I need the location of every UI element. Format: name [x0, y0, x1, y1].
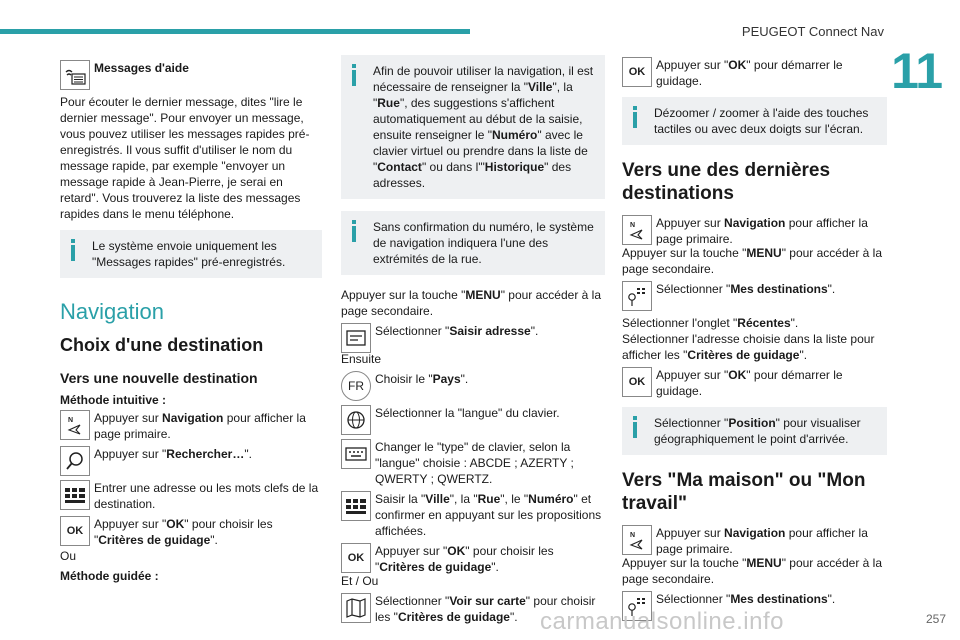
step-ok-start: [622, 57, 887, 89]
recentes-instruction: [622, 315, 887, 331]
info-text: Sans confirmation du numéro, le système de navigation indiquera l'une des extrémités de la rue.: [373, 220, 594, 266]
svg-text:N: N: [68, 417, 74, 424]
text: Appuyer sur ": [375, 544, 448, 558]
info-icon: [71, 239, 75, 259]
text-bold: Historique: [484, 160, 545, 174]
heading-dernieres-destinations: Vers une des dernières destinations: [622, 160, 831, 204]
navigation-icon: [622, 525, 652, 555]
menu-instruction: [341, 287, 605, 319]
text: pour afficher la page primaire.: [656, 216, 868, 246]
info-icon: [633, 416, 637, 436]
section-title-navigation: Navigation: [60, 299, 164, 324]
text-bold: Mes destinations: [730, 282, 828, 296]
text: " pour accéder à la page secondaire.: [622, 556, 883, 586]
search-icon: [60, 446, 90, 476]
step-langue-text: Sélectionner la "langue" du clavier.: [375, 406, 560, 420]
text-bold: MENU: [465, 288, 501, 302]
text: Appuyer sur: [656, 526, 725, 540]
svg-text:N: N: [630, 222, 636, 229]
text: Appuyer sur: [94, 411, 163, 425]
step-langue: [341, 405, 605, 435]
page-number: 257: [925, 612, 946, 626]
text-ou: Ou: [60, 549, 77, 563]
text: " pour visualiser géographiquement le point d'arrivée.: [654, 416, 861, 446]
label-methode-intuitive: Méthode intuitive :: [60, 393, 166, 407]
text-bold: OK: [447, 544, 466, 558]
step-ok-criteria: [341, 543, 605, 575]
text: Sélectionner ": [656, 282, 731, 296]
text-bold: Voir sur carte: [449, 594, 526, 608]
header-title: PEUGEOT Connect Nav: [741, 24, 884, 39]
info-text: Le système envoie uniquement les "Messages rapides" pré-enregistrés.: [92, 239, 286, 269]
text: ".: [509, 610, 518, 624]
text-bold: Position: [728, 416, 776, 430]
text: " pour choisir les ": [94, 517, 273, 547]
step-pays: [341, 371, 605, 401]
text: ".: [530, 324, 539, 338]
column-1: [60, 60, 322, 586]
destinations-icon: [622, 281, 652, 311]
heading-maison-travail: Vers "Ma maison" ou "Mon travail": [622, 470, 866, 514]
heading-choix-destination: Choix d'une destination: [60, 335, 264, 355]
step-navigation-2: [622, 525, 887, 557]
text-bold: Navigation: [724, 216, 786, 230]
text: Appuyer sur ": [94, 517, 167, 531]
keyboard-icon: [60, 480, 90, 510]
text-bold: Critères de guidage: [687, 348, 800, 362]
info-icon: [352, 220, 356, 240]
text: " et confirmer en appuyant sur les propositions affichées.: [375, 492, 602, 538]
keyboard-type-icon: [341, 439, 371, 469]
text-bold: OK: [728, 368, 747, 382]
step-ok: [60, 516, 322, 548]
text: pour afficher la page primaire.: [656, 526, 868, 556]
text: Appuyer sur ": [94, 447, 167, 461]
text-bold: Critères de guidage: [98, 533, 211, 547]
step-saisir-adresse: [341, 323, 605, 353]
text-bold: Numéro: [528, 492, 574, 506]
header-accent-bar: [0, 29, 470, 34]
menu-instruction: [622, 245, 887, 277]
text: Sélectionner ": [656, 592, 731, 606]
text: ".: [799, 348, 808, 362]
text: " pour démarrer le guidage.: [656, 58, 843, 88]
text: " pour accéder à la page secondaire.: [341, 288, 602, 318]
text-bold: Critères de guidage: [379, 560, 492, 574]
text: " pour choisir les ": [375, 594, 596, 624]
liste-instruction: [622, 331, 887, 363]
column-2: [341, 55, 605, 629]
info-box-zoom: [622, 97, 887, 145]
text: " pour choisir les ": [375, 544, 554, 574]
messages-row: [60, 60, 322, 90]
text-bold: Numéro: [492, 128, 538, 142]
text: ", des suggestions s'affichent automatiquement au début de la saisie, ensuite renseigner le ": [373, 96, 583, 142]
text: ".: [460, 372, 469, 386]
text-bold: Contact: [377, 160, 422, 174]
text-et-ou: Et / Ou: [341, 574, 379, 588]
text-bold: Rue: [377, 96, 400, 110]
step-enter-address-text: Entrer une adresse ou les mots clefs de la destination.: [94, 481, 319, 511]
text: ".: [210, 533, 218, 547]
step-mes-destinations: [622, 281, 887, 311]
step-navigation: [622, 215, 887, 247]
country-icon: FR: [341, 371, 371, 401]
info-text: Dézoomer / zoomer à l'aide des touches tactiles ou avec deux doigts sur l'écran.: [654, 106, 869, 136]
column-3: [622, 57, 887, 625]
text: pour afficher la page primaire.: [94, 411, 306, 441]
text-bold: Mes destinations: [730, 592, 828, 606]
map-icon: [341, 593, 371, 623]
text: Appuyer sur la touche ": [341, 288, 466, 302]
step-type: [341, 439, 605, 487]
text: Appuyer sur ": [656, 58, 729, 72]
menu-instruction-2: [622, 555, 887, 587]
navigation-icon: [60, 410, 90, 440]
text-bold: Navigation: [162, 411, 224, 425]
text-bold: Récentes: [737, 316, 791, 330]
step-ok-start-2: [622, 367, 887, 399]
messages-title: Messages d'aide: [94, 61, 189, 75]
text: " pour accéder à la page secondaire.: [622, 246, 883, 276]
text: Sélectionner l'adresse choisie dans la liste pour afficher les ": [622, 332, 875, 362]
text-bold: MENU: [746, 556, 782, 570]
text: Sélectionner ": [654, 416, 729, 430]
language-icon: [341, 405, 371, 435]
text: ".: [491, 560, 499, 574]
step-search: [60, 446, 322, 476]
text: ".: [827, 282, 836, 296]
navigation-icon: [622, 215, 652, 245]
text-bold: Navigation: [724, 526, 786, 540]
ok-icon: OK: [622, 57, 652, 87]
ok-icon: OK: [622, 367, 652, 397]
voice-keyboard-icon: [60, 60, 90, 90]
text-bold: MENU: [746, 246, 782, 260]
info-icon: [633, 106, 637, 126]
step-type-text: Changer le "type" de clavier, selon la "langue" choisie : ABCDE ; AZERTY ; QWERTY ; QWERTZ.: [375, 440, 574, 486]
step-enter-address: [60, 480, 322, 512]
text-bold: Rue: [477, 492, 501, 506]
text: ", la ": [373, 80, 573, 110]
chapter-number: 11: [891, 43, 942, 99]
text: " pour démarrer le guidage.: [656, 368, 843, 398]
info-box-quick-messages: [60, 230, 322, 278]
text: " des adresses.: [373, 160, 572, 190]
text-bold: Critères de guidage: [397, 610, 510, 624]
messages-body: Pour écouter le dernier message, dites "lire le dernier message". Pour envoyer un message, vous pouvez utiliser les messages rapides pré-enregistrés. Il vous suffit d'utiliser le nom du message rapide, par exemple "envoyer un message rapide à Jean-Pierre, je serai en retard". Vous trouverez la liste des messages rapides dans le menu téléphone.: [60, 95, 310, 221]
info-box-position: [622, 407, 887, 455]
text: ".: [827, 592, 836, 606]
text-bold: OK: [166, 517, 185, 531]
text: " avec le clavier virtuel ou prendre dans la liste de ": [373, 128, 588, 174]
text: Appuyer sur ": [656, 368, 729, 382]
text-bold: OK: [728, 58, 747, 72]
text: Choisir le ": [375, 372, 433, 386]
text: ".: [244, 447, 252, 461]
text: " ou dans l'": [421, 160, 485, 174]
address-entry-icon: [341, 323, 371, 353]
text-ensuite: Ensuite: [341, 352, 382, 366]
heading-nouvelle-destination: Vers une nouvelle destination: [60, 370, 258, 386]
info-icon: [352, 64, 356, 84]
text: Afin de pouvoir utiliser la navigation, il est nécessaire de renseigner la ": [373, 64, 594, 94]
text-bold: Saisir adresse: [449, 324, 531, 338]
keyboard-icon: [341, 491, 371, 521]
text: ", le ": [500, 492, 529, 506]
step-ville: [341, 491, 605, 539]
info-box-number: [341, 211, 605, 275]
text: Appuyer sur la touche ": [622, 246, 747, 260]
text-bold: Rechercher…: [166, 447, 245, 461]
info-box-address: [341, 55, 605, 199]
text: Appuyer sur: [656, 216, 725, 230]
label-methode-guidee: Méthode guidée :: [60, 569, 159, 583]
watermark: carmanualsonline.info: [540, 608, 784, 635]
svg-text:N: N: [630, 532, 636, 539]
ok-icon: OK: [341, 543, 371, 573]
text: Sélectionner ": [375, 324, 450, 338]
text: Appuyer sur la touche ": [622, 556, 747, 570]
text: ", la ": [449, 492, 478, 506]
text-bold: Ville: [425, 492, 450, 506]
text-bold: Ville: [528, 80, 553, 94]
text: ".: [790, 316, 799, 330]
text: Saisir la ": [375, 492, 426, 506]
text-bold: Pays: [432, 372, 461, 386]
step-navigation: [60, 410, 322, 442]
text: Sélectionner ": [375, 594, 450, 608]
text: Sélectionner l'onglet ": [622, 316, 738, 330]
ok-icon: OK: [60, 516, 90, 546]
